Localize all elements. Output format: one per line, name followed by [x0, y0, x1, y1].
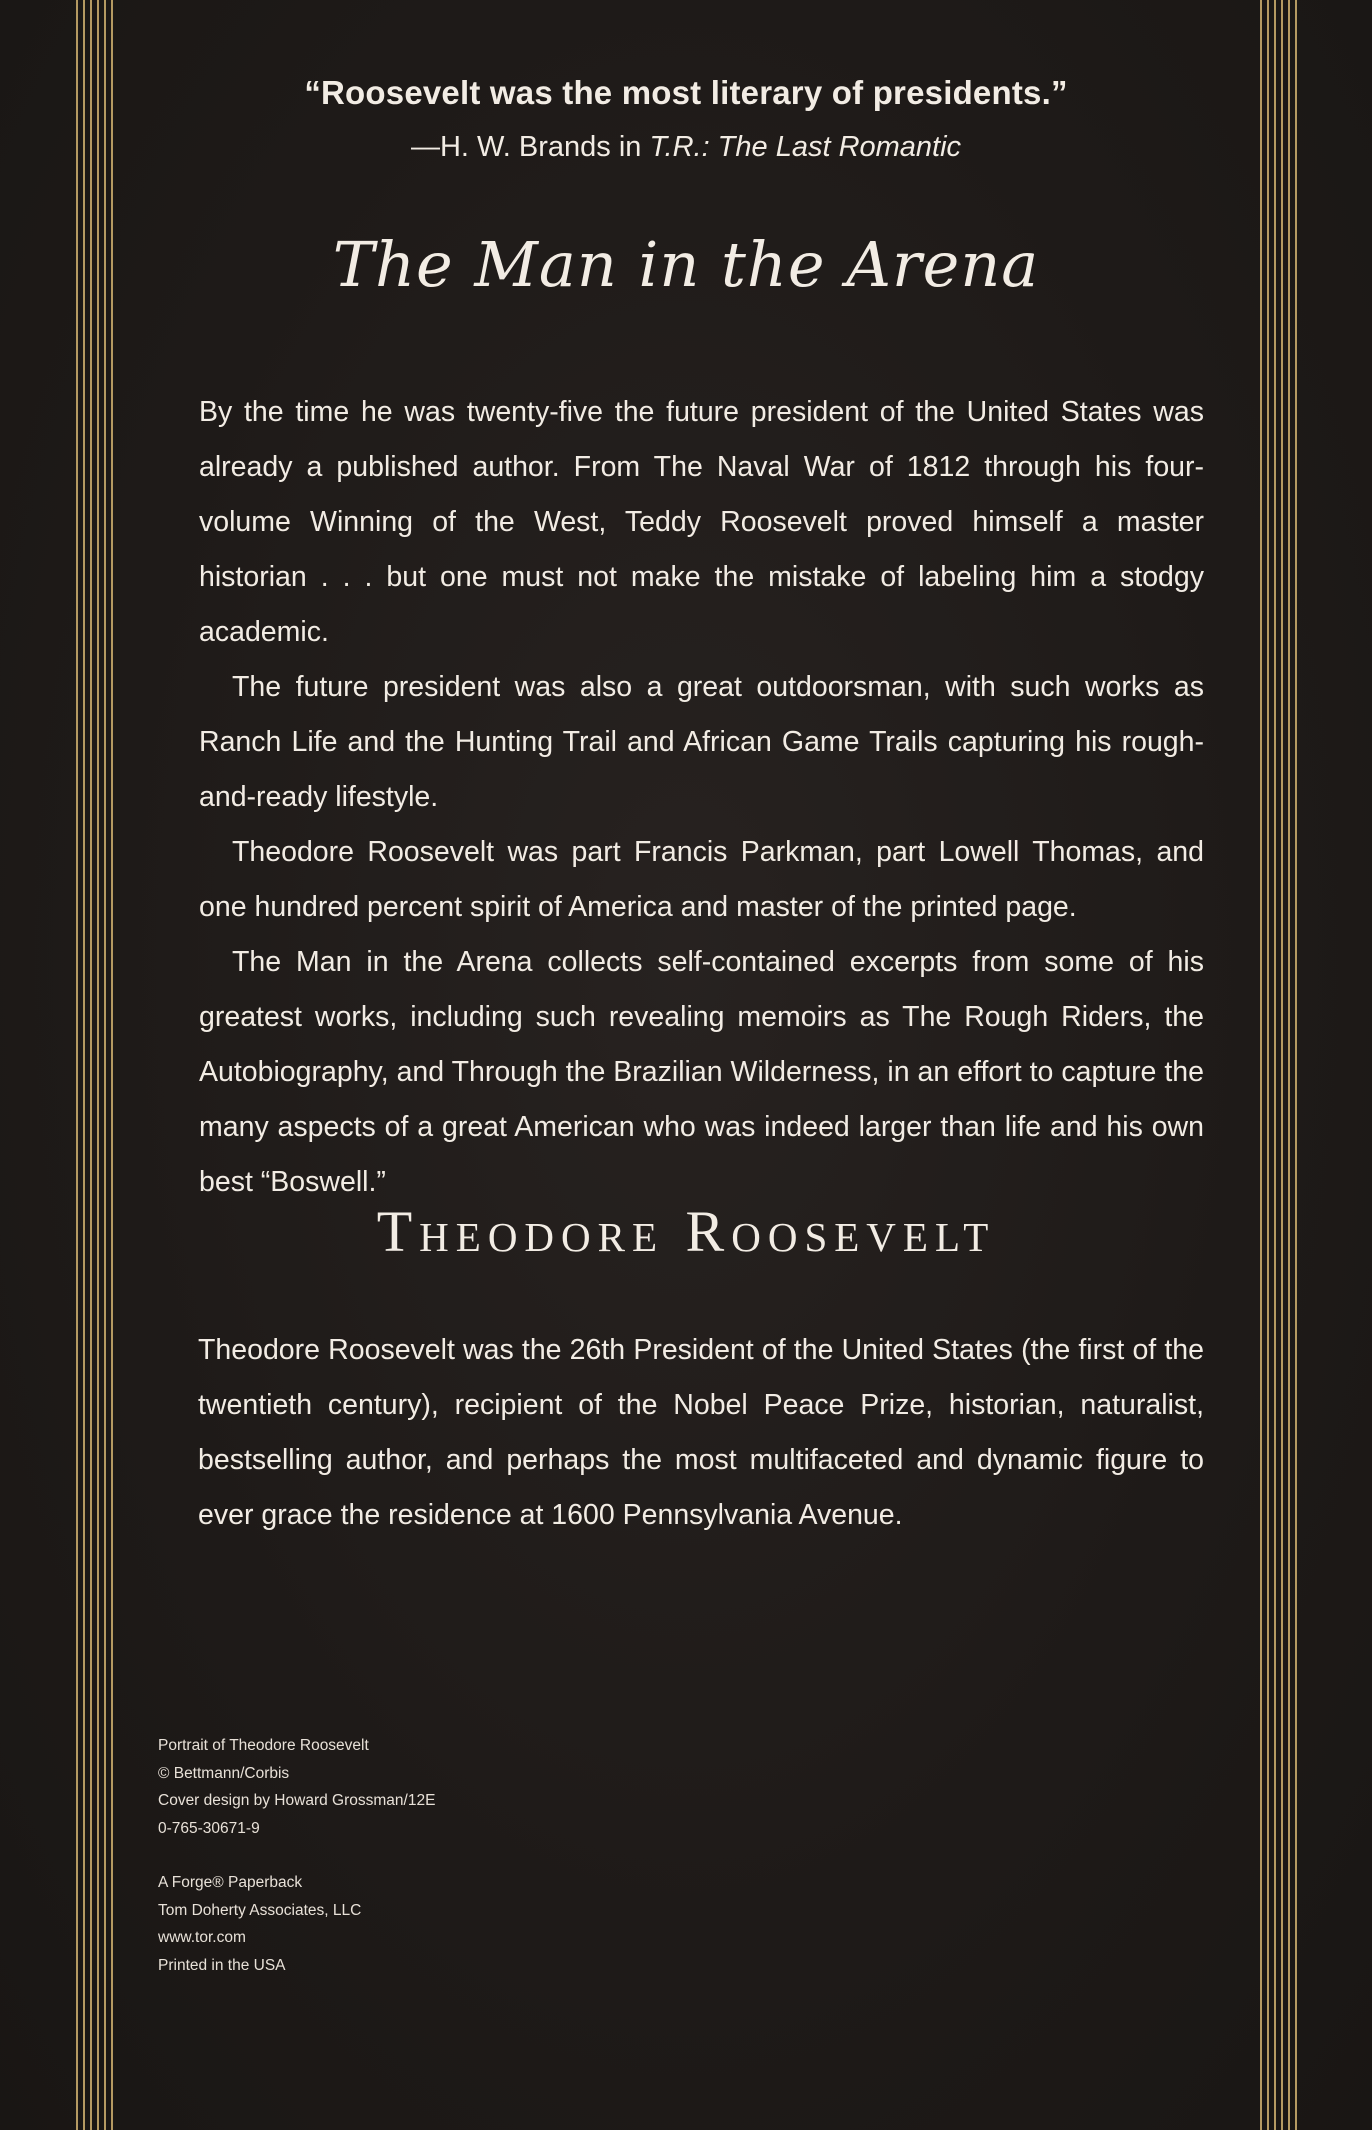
description-paragraph: The future president was also a great outdoorsman, with such works as Ranch Life and the Hunting Trail and African Game Trails capturing his rough-and-ready lifestyle.	[199, 671, 1204, 813]
publisher-website: www.tor.com	[158, 1929, 246, 1946]
left-border-stripe	[104, 0, 106, 2130]
left-border-stripe	[97, 0, 99, 2130]
author-bio: Theodore Roosevelt was the 26th President of the United States (the first of the twentieth century), recipient of the Nobel Peace Prize, historian, naturalist, bestselling author, and perhaps the most multifaceted and dynamic figure to ever grace the residence at 1600 Pennsylvania Avenue.	[198, 1334, 1204, 1531]
right-border-stripe	[1288, 0, 1290, 2130]
right-border-stripe	[1267, 0, 1269, 2130]
right-border-stripe	[1260, 0, 1262, 2130]
description-paragraph: By the time he was twenty-five the future president of the United States was already a published author. From The Naval War of 1812 through his four-volume Winning of the West, Teddy Roosevelt proved himself a master historian . . . but one must not make the mistake of labeling him a stodgy academic.	[199, 396, 1204, 648]
left-border-stripe	[90, 0, 92, 2130]
description-paragraph: The Man in the Arena collects self-contained excerpts from some of his greatest works, including such revealing memoirs as The Rough Riders, the Autobiography, and Through the Brazilian Wilderness, in an effort to capture the many aspects of a great American who was indeed larger than life and his own best “Boswell.”	[199, 946, 1204, 1198]
right-border-stripe	[1281, 0, 1283, 2130]
left-border-stripe	[111, 0, 113, 2130]
cover-credits	[158, 1732, 435, 1842]
book-description	[199, 385, 1204, 1210]
right-border-stripe	[1295, 0, 1297, 2130]
attribution-source: —H. W. Brands in	[410, 131, 650, 163]
author-name: Theodore Roosevelt	[376, 1199, 996, 1264]
credit-line: Portrait of Theodore Roosevelt	[158, 1737, 369, 1754]
credit-line: © Bettmann/Corbis	[158, 1764, 290, 1782]
quote-attribution	[0, 131, 1372, 164]
description-paragraph: Theodore Roosevelt was part Francis Parkman, part Lowell Thomas, and one hundred percent spirit of America and master of the printed page.	[199, 836, 1204, 923]
left-border-stripe	[76, 0, 78, 2130]
credit-line: A Forge® Paperback	[158, 1874, 303, 1891]
right-border-stripe	[1274, 0, 1276, 2130]
isbn: 0-765-30671-9	[158, 1819, 260, 1837]
credit-line: Printed in the USA	[158, 1956, 286, 1974]
publisher-credits	[158, 1869, 361, 1979]
review-quote: “Roosevelt was the most literary of presidents.”	[304, 74, 1068, 111]
attribution-book-title: T.R.: The Last Romantic	[649, 131, 962, 163]
left-border-stripe	[83, 0, 85, 2130]
credit-line: Cover design by Howard Grossman/12E	[158, 1792, 436, 1809]
publisher-name: Tom Doherty Associates, LLC	[158, 1901, 362, 1919]
book-title: The Man in the Arena	[332, 228, 1040, 301]
